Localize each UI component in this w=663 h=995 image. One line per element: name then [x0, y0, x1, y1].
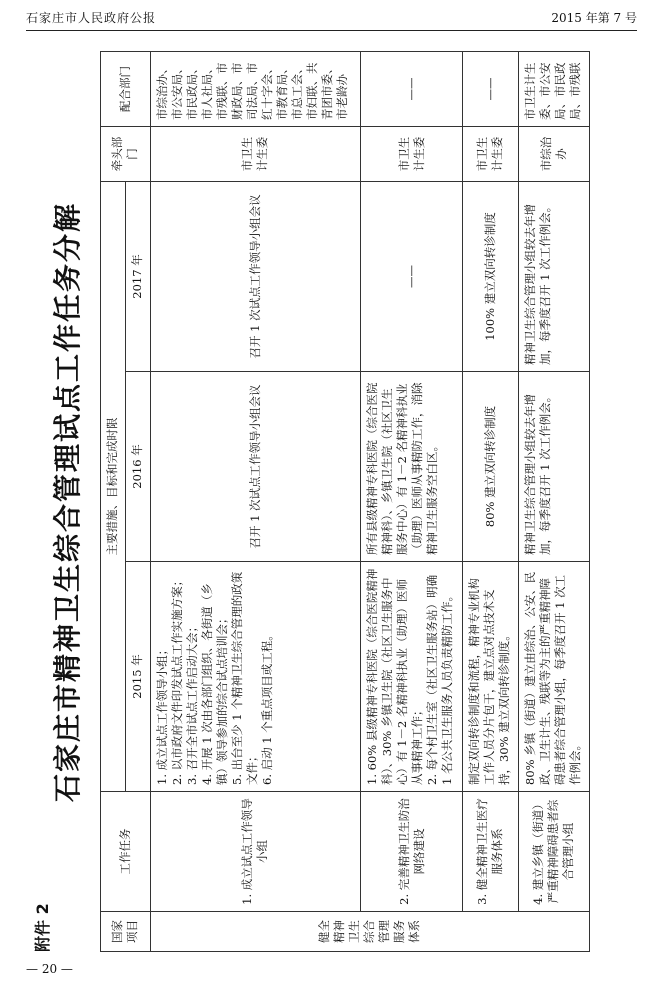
task-table — [100, 51, 590, 952]
header-measures: 主要措施、目标和完成时限 — [101, 181, 126, 791]
measure-2016: 80% 建立双向转诊制度 — [463, 372, 519, 562]
task-cell: 1. 成立试点工作领导小组 — [150, 792, 360, 912]
lead-dept: 市卫生计生委 — [463, 126, 519, 181]
table-row — [518, 51, 589, 951]
measure-2015: 80% 乡镇（街道）建立由综治、公安、民政、卫生计生、残联等为主的严重精神障碍患者综合管理小组，每季度召开 1 次工作例会。 — [518, 562, 589, 792]
coop-dept: —— — [360, 51, 462, 126]
measure-2015: 1. 成立试点工作领导小组； 2. 以市政府文件印发试点工作实施方案； 3. 召开全市试点工作启动大会； 4. 开展 1 次由各部门组织、各街道（乡镇）领导参加的综合试点培训会； 5. 出台至少 1 个精神卫生综合管理的政策文件； 6. 启动 1 个重点项目或工程。 — [150, 562, 360, 792]
task-cell: 4. 建立乡镇（街道）严重精神障碍患者综合管理小组 — [518, 792, 589, 912]
coop-dept: —— — [463, 51, 519, 126]
rotated-page — [30, 52, 663, 952]
header-2016: 2016 年 — [125, 372, 150, 562]
lead-dept: 市卫生计生委 — [360, 126, 462, 181]
measure-2016: 召开 1 次试点工作领导小组会议 — [150, 372, 360, 562]
measure-2015: 制定双向转诊制度和流程，精神专业机构工作人员分片包干，建立点对点技术支持，30% 建立双向转诊制度。 — [463, 562, 519, 792]
lead-dept: 市综治办 — [518, 126, 589, 181]
project-name: 健全精神卫生综合管理服务体系 — [150, 912, 590, 952]
document-title: 石家庄市精神卫生综合管理试点工作任务分解 — [51, 202, 84, 803]
gazette-name: 石家庄市人民政府公报 — [26, 11, 157, 25]
header-project: 国家项目 — [101, 912, 151, 952]
header-task: 工作任务 — [101, 792, 151, 912]
measure-2016: 所有县级精神专科医院（综合医院精神科）、乡镇卫生院（社区卫生服务中心）有 1－2 名精神科执业（助理）医师从事精防工作，消除精神卫生服务空白区。 — [360, 372, 462, 562]
lead-dept: 市卫生计生委 — [150, 126, 360, 181]
measure-2015: 1. 60% 县级精神专科医院（综合医院精神科）、30% 乡镇卫生院（社区卫生服务中心）有 1－2 名精神科执业（助理）医师从事精神工作； 2. 每个村卫生室（社区卫生服务站）明确 1 名公共卫生服务人员负责精防工作。 — [360, 562, 462, 792]
measure-2017: 精神卫生综合管理小组较去年增加，每季度召开 1 次工作例会。 — [518, 181, 589, 371]
measure-2017: —— — [360, 181, 462, 371]
page-number: — 20 — — [26, 962, 73, 976]
rotated-content — [30, 52, 600, 952]
header-coop: 配合部门 — [101, 51, 151, 126]
measure-2016: 精神卫生综合管理小组较去年增加，每季度召开 1 次工作例会。 — [518, 372, 589, 562]
page-header — [26, 8, 637, 31]
header-2015: 2015 年 — [125, 562, 150, 792]
attachment-label: 附件 2 — [33, 903, 52, 952]
task-cell: 2. 完善精神卫生防治网络建设 — [360, 792, 462, 912]
coop-dept: 市卫生计生委、市公安局、市民政局、市残联 — [518, 51, 589, 126]
measure-2017: 100% 建立双向转诊制度 — [463, 181, 519, 371]
table-row — [463, 51, 519, 951]
measure-2017: 召开 1 次试点工作领导小组会议 — [150, 181, 360, 371]
issue-number: 2015 年第 7 号 — [551, 11, 637, 25]
table-row — [360, 51, 462, 951]
task-cell: 3. 健全精神卫生医疗服务体系 — [463, 792, 519, 912]
coop-dept: 市综治办、市公安局、市民政局、市人社局、市残联、市财政局、市司法局、市红十字会、市教育局、市总工会、市妇联、共青团市委、市老龄办 — [150, 51, 360, 126]
header-2017: 2017 年 — [125, 181, 150, 371]
table-row — [150, 51, 360, 951]
header-lead: 牵头部门 — [101, 126, 151, 181]
